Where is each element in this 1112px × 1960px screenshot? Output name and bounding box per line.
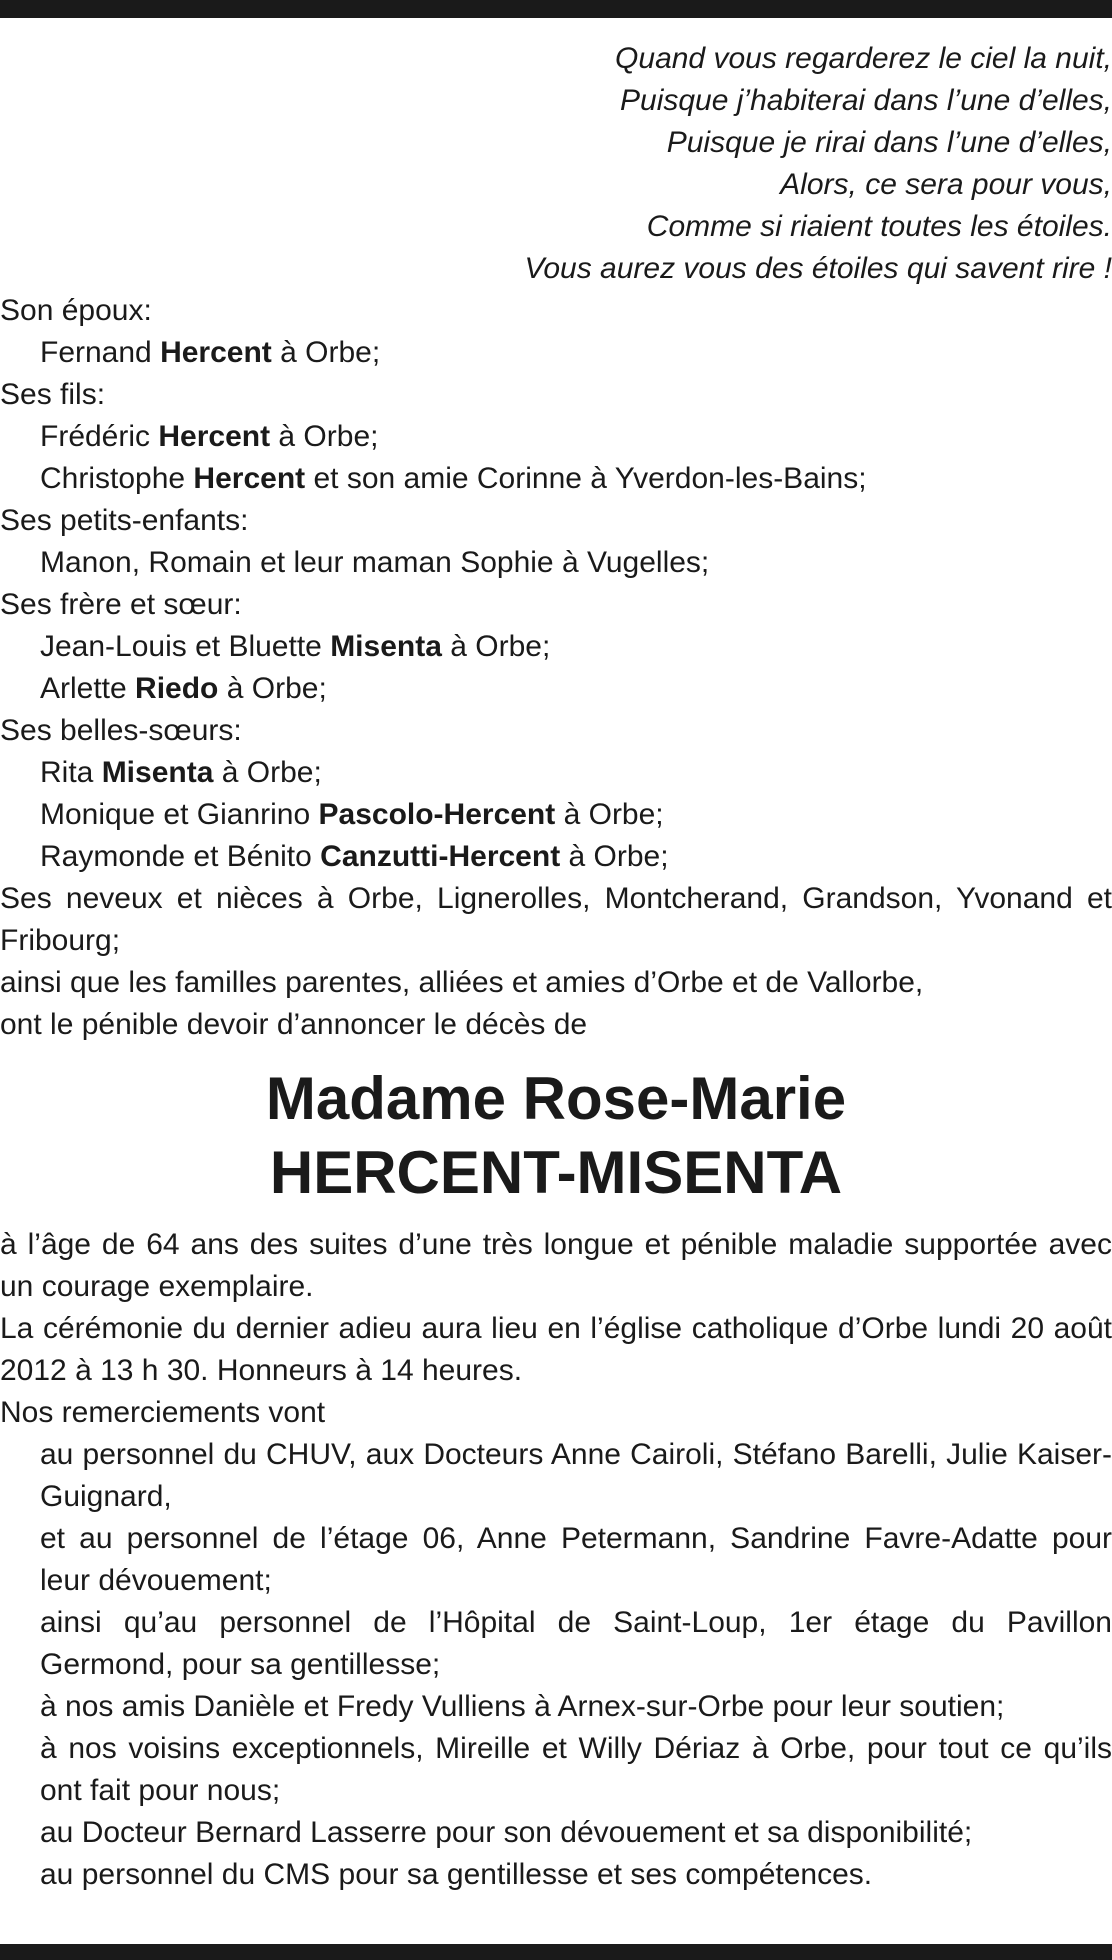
poem-line: Puisque j’habiterai dans l’une d’elles,: [620, 84, 1112, 117]
epigraph-poem: [0, 38, 1112, 290]
thanks-item: au personnel du CMS pour sa gentillesse et ses compétences.: [40, 1858, 873, 1891]
notice-body: [0, 1224, 1112, 1896]
thanks-item: ainsi qu’au personnel de l’Hôpital de Saint-Loup, 1er étage du Pavillon Germond, pour sa gentillesse;: [40, 1606, 1112, 1681]
poem-line: Vous aurez vous des étoiles qui savent rire !: [524, 252, 1112, 285]
poem-line: Comme si riaient toutes les étoiles.: [646, 210, 1112, 243]
sisters-in-law-label: Ses belles-sœurs:: [0, 714, 242, 747]
sister-in-law-entry: Raymonde et Bénito Canzutti-Hercent à Orbe;: [40, 840, 669, 873]
deceased-name-line1: Madame Rose-Marie: [265, 1065, 847, 1132]
thanks-item: au personnel du CHUV, aux Docteurs Anne Cairoli, Stéfano Barelli, Julie Kaiser-Guignard,: [40, 1438, 1112, 1513]
thanks-item: et au personnel de l’étage 06, Anne Petermann, Sandrine Favre-Adatte pour leur dévouement;: [40, 1522, 1112, 1597]
deceased-name-line2: HERCENT-MISENTA: [269, 1139, 843, 1206]
thanks-item: à nos amis Danièle et Fredy Vulliens à Arnex-sur-Orbe pour leur soutien;: [40, 1690, 1005, 1723]
top-border-rule: [0, 0, 1112, 18]
families-text: ainsi que les familles parentes, alliées et amies d’Orbe et de Vallorbe,: [0, 966, 924, 999]
thanks-item: au Docteur Bernard Lasserre pour son dévouement et sa disponibilité;: [40, 1816, 973, 1849]
nephews-text: Ses neveux et nièces à Orbe, Lignerolles, Montcherand, Grandson, Yvonand et Fribourg;: [0, 882, 1112, 957]
grandchildren-label: Ses petits-enfants:: [0, 504, 249, 537]
family-list: [0, 290, 1112, 1046]
thanks-item: à nos voisins exceptionnels, Mireille et Willy Dériaz à Orbe, pour tout ce qu’ils ont fait pour nous;: [40, 1732, 1112, 1807]
spouse-label: Son époux:: [0, 294, 152, 327]
sibling-entry: Jean-Louis et Bluette Misenta à Orbe;: [40, 630, 551, 663]
son-entry: Frédéric Hercent à Orbe;: [40, 420, 379, 453]
sibling-entry: Arlette Riedo à Orbe;: [40, 672, 327, 705]
siblings-label: Ses frère et sœur:: [0, 588, 242, 621]
poem-line: Alors, ce sera pour vous,: [780, 168, 1112, 201]
poem-line: Puisque je rirai dans l’une d’elles,: [666, 126, 1112, 159]
spouse-entry: Fernand Hercent à Orbe;: [40, 336, 381, 369]
sons-label: Ses fils:: [0, 378, 106, 411]
deceased-name: [0, 1062, 1112, 1210]
announcement-text: ont le pénible devoir d’annoncer le décès de: [0, 1008, 588, 1041]
thanks-label: Nos remerciements vont: [0, 1396, 326, 1429]
sister-in-law-entry: Monique et Gianrino Pascolo-Hercent à Orbe;: [40, 798, 664, 831]
sister-in-law-entry: Rita Misenta à Orbe;: [40, 756, 322, 789]
son-entry: Christophe Hercent et son amie Corinne à Yverdon-les-Bains;: [40, 462, 867, 495]
grandchildren-entry: Manon, Romain et leur maman Sophie à Vugelles;: [40, 546, 710, 579]
age-text: à l’âge de 64 ans des suites d’une très longue et pénible maladie supportée avec un courage exemplaire.: [0, 1228, 1112, 1303]
ceremony-text: La cérémonie du dernier adieu aura lieu en l’église catholique d’Orbe lundi 20 août 2012 à 13 h 30. Honneurs à 14 heures.: [0, 1312, 1112, 1387]
bottom-border-rule: [0, 1944, 1112, 1960]
poem-line: Quand vous regarderez le ciel la nuit,: [615, 42, 1112, 75]
